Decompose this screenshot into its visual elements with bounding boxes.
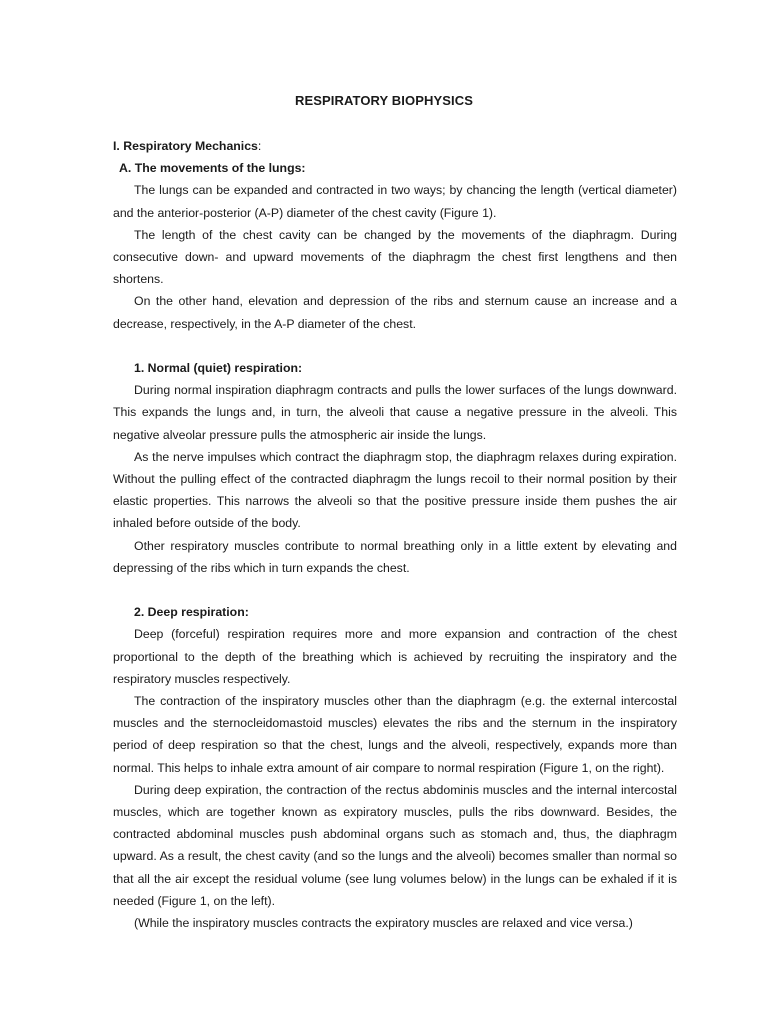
paragraph: During deep expiration, the contraction of the rectus abdominis muscles and the internal intercostal muscles, which are together known as expiratory muscles, pulls the ribs downward. Besides, the contracted abdominal muscles push abdominal organs such as stomach and, thus, the diaphragm upward. As a result, the chest cavity (and so the lungs and the alveoli) becomes smaller than normal so that all the air except the residual volume (see lung volumes below) in the lungs can be exhaled if it is needed (Figure 1, on the left). bbox=[113, 782, 677, 908]
section-heading-text: I. Respiratory Mechanics bbox=[113, 139, 258, 153]
paragraph: Other respiratory muscles contribute to normal breathing only in a little extent by elevating and depressing of the ribs which in turn expands the chest. bbox=[113, 538, 677, 575]
paragraph: The length of the chest cavity can be changed by the movements of the diaphragm. During consecutive down- and upward movements of the diaphragm the chest first lengthens and then shortens. bbox=[113, 227, 677, 287]
paragraph: As the nerve impulses which contract the diaphragm stop, the diaphragm relaxes during expiration. Without the pulling effect of the contracted diaphragm the lungs recoil to their normal position by their elastic properties. This narrows the alveoli so that the positive pressure inside them pushes the air inhaled before outside of the body. bbox=[113, 449, 677, 531]
section-heading bbox=[113, 135, 677, 157]
paragraph: On the other hand, elevation and depression of the ribs and sternum cause an increase and a decrease, respectively, in the A-P diameter of the chest. bbox=[113, 294, 677, 331]
document-title: RESPIRATORY BIOPHYSICS bbox=[295, 93, 473, 108]
section-heading-colon: : bbox=[257, 139, 262, 153]
paragraph: During normal inspiration diaphragm contracts and pulls the lower surfaces of the lungs downward. This expands the lungs and, in turn, the alveoli that cause a negative pressure in the alveoli. This negative alveolar pressure pulls the atmospheric air inside the lungs. bbox=[113, 383, 677, 442]
deep-respiration-heading: 2. Deep respiration: bbox=[134, 605, 249, 620]
document-body bbox=[113, 135, 677, 934]
spacer bbox=[113, 335, 677, 357]
paragraph: The contraction of the inspiratory muscles other than the diaphragm (e.g. the external intercostal muscles and the sternocleidomastoid muscles) elevates the ribs and the sternum in the inspiratory period of deep respiration so that the chest, lungs and the alveoli, respectively, expands more than normal. This helps to inhale extra amount of air compare to normal respiration (Figure 1, on the right). bbox=[113, 694, 677, 775]
paragraph: The lungs can be expanded and contracted in two ways; by chancing the length (vertical diameter) and the anterior-posterior (A-P) diameter of the chest cavity (Figure 1). bbox=[113, 183, 677, 220]
normal-respiration-heading: 1. Normal (quiet) respiration: bbox=[134, 361, 303, 376]
subsection-heading: A. The movements of the lungs: bbox=[119, 161, 306, 176]
closing-note: (While the inspiratory muscles contracts the expiratory muscles are relaxed and vice versa.) bbox=[134, 916, 633, 931]
paragraph: Deep (forceful) respiration requires more and more expansion and contraction of the chest proportional to the depth of the breathing which is achieved by recruiting the inspiratory and the respiratory muscles respectively. bbox=[113, 627, 677, 686]
spacer bbox=[113, 579, 677, 601]
